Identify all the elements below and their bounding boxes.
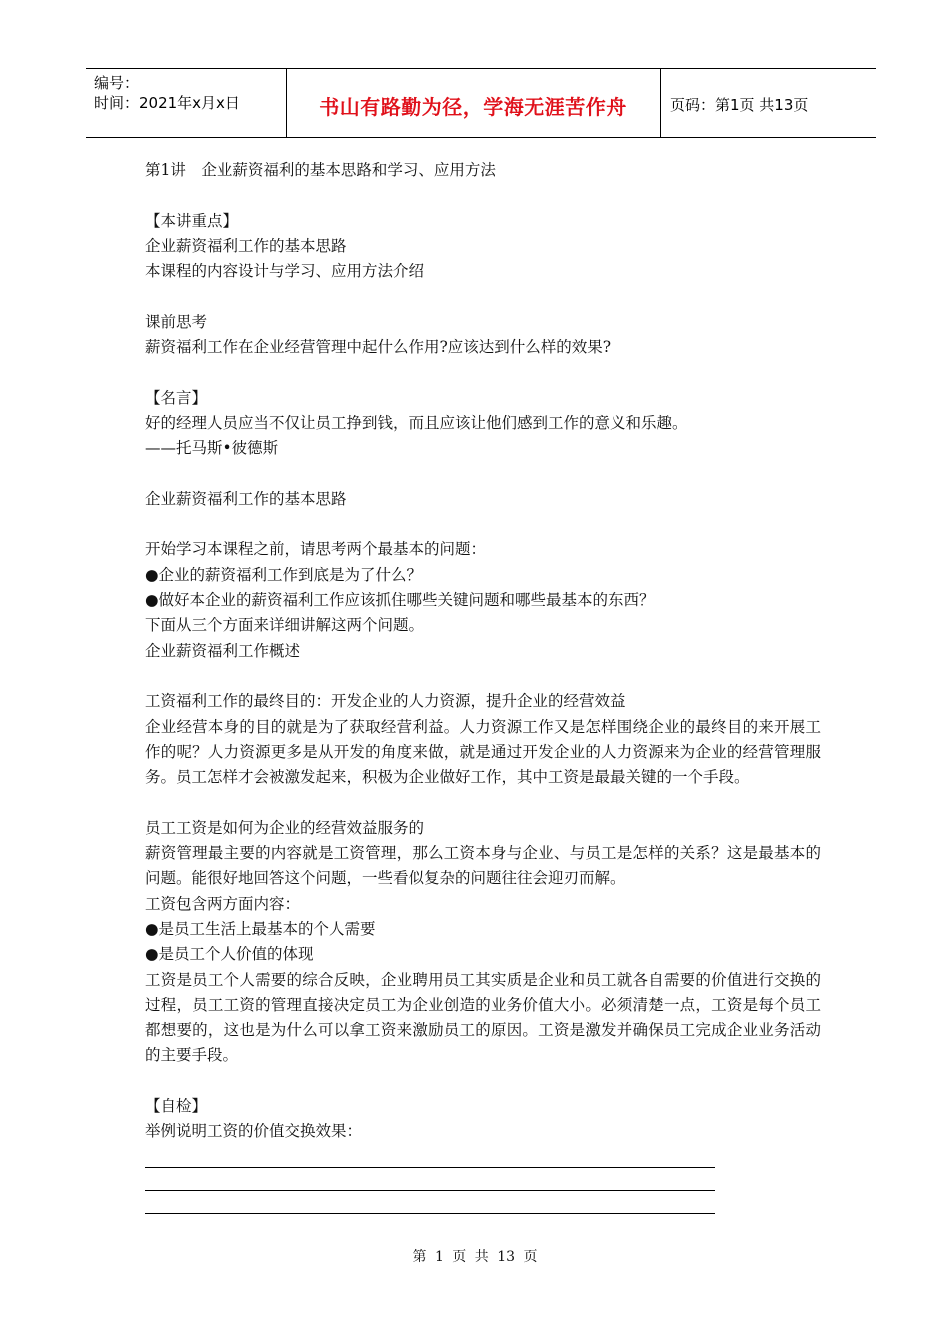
answer-line[interactable] bbox=[145, 1168, 715, 1191]
intro-text: 开始学习本课程之前，请思考两个最基本的问题： bbox=[145, 540, 487, 559]
overview-heading: 企业薪资福利工作概述 bbox=[145, 641, 301, 660]
bullet-item: ●企业的薪资福利工作到底是为了什么？ bbox=[145, 565, 423, 584]
pre-think-heading: 课前思考 bbox=[145, 312, 208, 331]
page-footer: 第 1 页 共 13 页 bbox=[412, 1249, 538, 1265]
detail-line: 下面从三个方面来详细讲解这两个问题。 bbox=[145, 616, 425, 635]
wage-paragraph: 工资是员工个人需要的综合反映，企业聘用员工其实质是企业和员工就各自需要的价值进行交换的过程，员工工资的管理直接决定员工为企业创造的业务价值大小。必须清楚一点，工资是每个员工都想要的，这也是为什么可以拿工资来激励员工的原因。工资是激发并确保员工完成企业业务活动的主要手段。 bbox=[145, 970, 821, 1065]
key-point: 本课程的内容设计与学习、应用方法介绍 bbox=[145, 262, 425, 281]
page-header bbox=[86, 68, 876, 138]
goal-paragraph: 企业经营本身的目的就是为了获取经营利益。人力资源工作又是怎样围绕企业的最终目的来开展工作的呢？人力资源更多是从开发的角度来做，就是通过开发企业的人力资源来为企业的经营管理服务。员工怎样才会被激发起来，积极为企业做好工作，其中工资是最最关键的一个手段。 bbox=[145, 717, 821, 787]
serial-number-label: 编号： bbox=[94, 74, 140, 92]
lecture-title: 第1讲 企业薪资福利的基本思路和学习、应用方法 bbox=[145, 161, 496, 179]
goal-heading: 工资福利工作的最终目的：开发企业的人力资源，提升企业的经营效益 bbox=[145, 692, 626, 711]
key-point: 企业薪资福利工作的基本思路 bbox=[145, 236, 347, 255]
header-motto: 书山有路勤为径，学海无涯苦作舟 bbox=[319, 95, 627, 119]
key-points-heading: 【本讲重点】 bbox=[145, 211, 239, 230]
service-paragraph: 薪资管理最主要的内容就是工资管理，那么工资本身与企业、与员工是怎样的关系？这是最基本的问题。能很好地回答这个问题，一些看似复杂的问题往往会迎刃而解。 bbox=[145, 844, 821, 888]
bullet-item: ●是员工生活上最基本的个人需要 bbox=[145, 919, 376, 938]
self-check-heading: 【自检】 bbox=[145, 1096, 208, 1115]
service-heading: 员工工资是如何为企业的经营效益服务的 bbox=[145, 818, 425, 837]
bullet-item: ●是员工个人价值的体现 bbox=[145, 945, 314, 964]
quote-author: ——托马斯•彼德斯 bbox=[145, 439, 279, 458]
header-meta bbox=[94, 73, 240, 113]
wage-contains: 工资包含两方面内容： bbox=[145, 894, 301, 913]
document-body bbox=[145, 158, 821, 1214]
self-check-prompt: 举例说明工资的价值交换效果： bbox=[145, 1122, 363, 1141]
pre-think-question: 薪资福利工作在企业经营管理中起什么作用?应该达到什么样的效果? bbox=[145, 338, 612, 357]
bullet-item: ●做好本企业的薪资福利工作应该抓住哪些关键问题和哪些最基本的东西？ bbox=[145, 591, 655, 610]
quote-heading: 【名言】 bbox=[145, 388, 208, 407]
section-heading: 企业薪资福利工作的基本思路 bbox=[145, 489, 347, 508]
header-page-number: 页码：第1页 共13页 bbox=[670, 96, 809, 114]
quote-text: 好的经理人员应当不仅让员工挣到钱，而且应该让他们感到工作的意义和乐趣。 bbox=[145, 413, 688, 432]
answer-line[interactable] bbox=[145, 1191, 715, 1214]
answer-line[interactable] bbox=[145, 1145, 715, 1168]
date-label: 时间：2021年x月x日 bbox=[94, 94, 240, 112]
header-divider bbox=[660, 69, 661, 137]
